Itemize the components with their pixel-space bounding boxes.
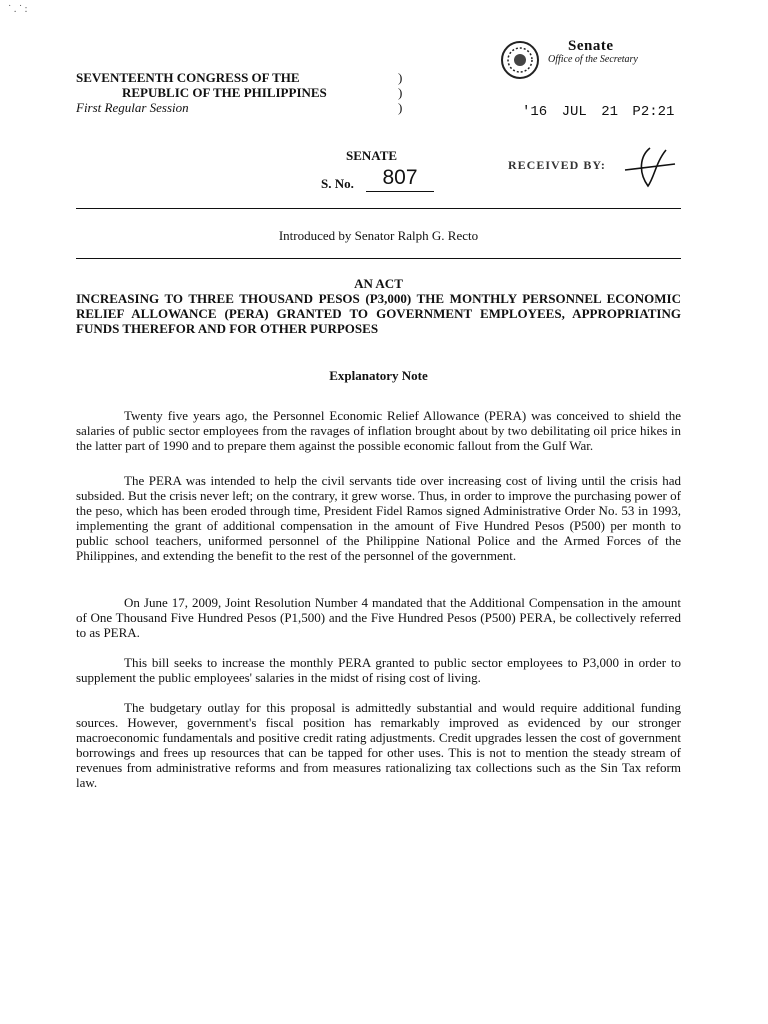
stamp-office-sub: Office of the Secretary bbox=[548, 54, 638, 65]
note-paragraph-2: The PERA was intended to help the civil servants tide over increasing cost of living until the crisis had subsided. But the crisis never left; on the contrary, it grew worse. Thus, in order to improve the purchasing power of the peso, which has been eroded through time, President Fidel Ramos signed Administrative Order No. 53 in 1993, implementing the grant of additional compensation in the amount of Five Hundred Pesos (P500) per month to public school teachers, uniformed personnel of the Philippine National Police and the Armed Forces of the Philippines, and extending the benefit to the rest of the personnel of the government. bbox=[76, 473, 681, 563]
introduced-by: Introduced by Senator Ralph G. Recto bbox=[278, 228, 479, 243]
receiving-stamp bbox=[548, 40, 688, 66]
divider-bottom bbox=[76, 258, 681, 259]
act-heading: AN ACT bbox=[354, 276, 403, 291]
header-parens: ) ) ) bbox=[398, 70, 403, 115]
stamp-office-title: Senate bbox=[568, 38, 614, 54]
bill-number-label: S. No. bbox=[321, 176, 354, 191]
bill-number: 807 bbox=[366, 166, 434, 192]
note-paragraph-4: This bill seeks to increase the monthly PERA granted to public sector employees to P3,000 in order to supplement the public employees' salaries in the midst of rising cost of living. bbox=[76, 655, 681, 685]
congress-line2: REPUBLIC OF THE PHILIPPINES bbox=[122, 85, 327, 100]
signature-icon bbox=[620, 142, 680, 192]
divider-top bbox=[76, 208, 681, 209]
received-by-label: RECEIVED BY: bbox=[508, 158, 606, 172]
chamber-label: SENATE bbox=[346, 148, 398, 163]
note-paragraph-5: The budgetary outlay for this proposal is admittedly substantial and would require additional funding sources. However, government's fiscal position has remarkably improved as evidenced by our stronger macroeconomic fundamentals and positive credit rating adjustments. Credit upgrades lessen the cost of government borrowings and frees up resources that can be tapped for other uses. This is not to mention the steady stream of revenues from administrative reforms and from measures rationalizing tax collections such as the Sin Tax reform law. bbox=[76, 700, 681, 790]
scan-marks: ˙ . ˙ : bbox=[8, 4, 28, 15]
act-subject: INCREASING TO THREE THOUSAND PESOS (P3,000) THE MONTHLY PERSONNEL ECONOMIC RELIEF ALLOWANCE (PERA) GRANTED TO GOVERNMENT EMPLOYEES, APPROPRIATING FUNDS THEREFOR AND FOR OTHER PURPOSES bbox=[76, 291, 681, 336]
session-line: First Regular Session bbox=[76, 100, 189, 115]
senate-seal-icon bbox=[500, 40, 540, 80]
note-paragraph-1: Twenty five years ago, the Personnel Economic Relief Allowance (PERA) was conceived to shield the salaries of public sector employees from the ravages of inflation brought about by two debilitating oil price hikes in the latter part of 1990 and to prepare them against the possible economic fallout from the Gulf War. bbox=[76, 408, 681, 453]
congress-line1: SEVENTEENTH CONGRESS OF THE bbox=[76, 70, 300, 85]
note-paragraph-3: On June 17, 2009, Joint Resolution Number 4 mandated that the Additional Compensation in the amount of One Thousand Five Hundred Pesos (P1,500) and the Five Hundred Pesos (P500) PERA, be collectively referred to as PERA. bbox=[76, 595, 681, 640]
stamp-date: '16 JUL 21 P2:21 bbox=[522, 104, 675, 120]
congress-header bbox=[76, 70, 376, 115]
explanatory-note-title: Explanatory Note bbox=[329, 368, 428, 383]
